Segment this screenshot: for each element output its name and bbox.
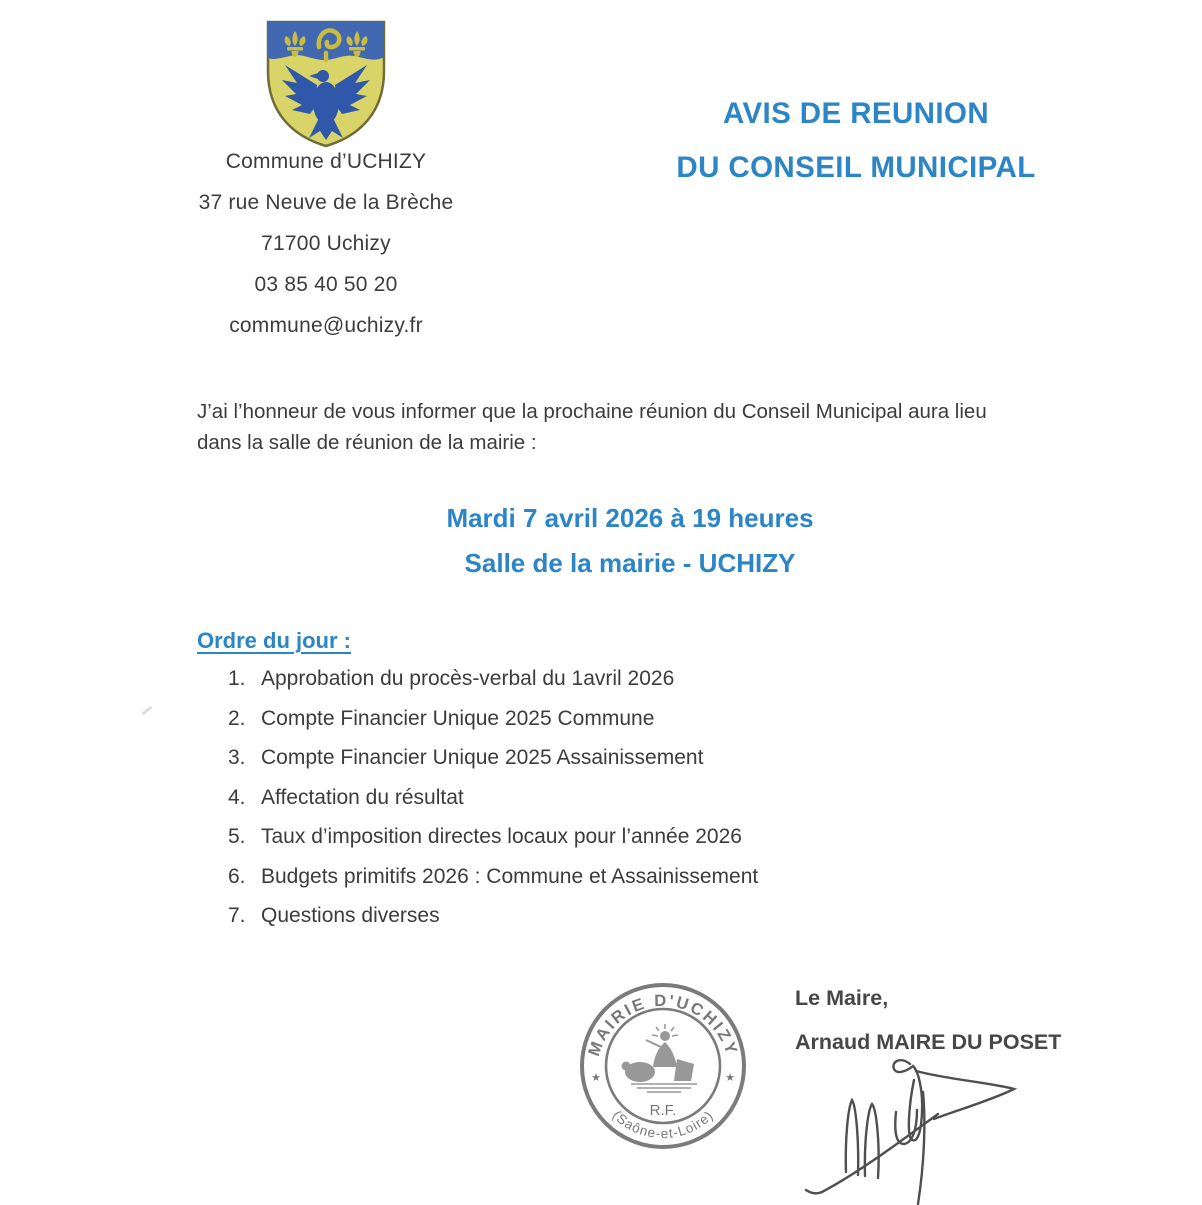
item-text: Compte Financier Unique 2025 Commune: [261, 706, 655, 730]
notice-title-line1: AVIS DE REUNION: [722, 97, 990, 130]
commune-name: Commune d’UCHIZY: [225, 150, 427, 173]
notice-title-line2: DU CONSEIL MUNICIPAL: [676, 151, 1036, 184]
item-number: 1.: [228, 667, 246, 690]
item-number: 4.: [228, 785, 246, 809]
stamp-rf-text: R.F.: [649, 1102, 677, 1119]
commune-address-city: 71700 Uchizy: [261, 232, 391, 255]
stamp-star-left-icon: ★: [591, 1072, 601, 1084]
item-text: Questions diverses: [261, 904, 440, 927]
agenda-list: [228, 667, 758, 944]
commune-address-street: 37 rue Neuve de la Brèche: [198, 191, 454, 214]
stamp-emblem: [622, 1024, 698, 1092]
item-number: 3.: [228, 746, 246, 769]
agenda-heading: Ordre du jour :: [197, 628, 351, 653]
intro-paragraph: [197, 396, 1087, 458]
item-text: Compte Financier Unique 2025 Assainissement: [261, 746, 704, 769]
notice-title: [622, 97, 1090, 184]
commune-email: commune@uchizy.fr: [229, 314, 423, 337]
agenda-item: [228, 707, 758, 731]
meeting-datetime: Mardi 7 avril 2026 à 19 heures: [446, 503, 814, 533]
intro-line1: J’ai l’honneur de vous informer que la prochaine réunion du Conseil Municipal aura lieu: [197, 400, 987, 423]
mairie-stamp: [577, 980, 749, 1152]
stamp-top-text: MAIRIE D'UCHIZY: [585, 991, 741, 1059]
scan-artifact: [141, 706, 152, 716]
item-text: Budgets primitifs 2026 : Commune et Assainissement: [261, 864, 759, 888]
stamp-bottom-text: (Saône-et-Loire): [609, 1107, 717, 1142]
signer-role: Le Maire,: [795, 986, 889, 1010]
agenda-item: [228, 786, 758, 810]
agenda-item: [228, 667, 758, 691]
item-number: 2.: [228, 706, 246, 730]
agenda-item: [228, 746, 758, 770]
intro-line2: dans la salle de réunion de la mairie :: [197, 431, 537, 454]
commune-phone: 03 85 40 50 20: [254, 273, 398, 296]
item-number: 7.: [228, 904, 246, 927]
signature-handwriting: [790, 1040, 1040, 1205]
item-number: 5.: [228, 825, 246, 848]
agenda-item: [228, 865, 758, 889]
item-text: Taux d’imposition directes locaux pour l’année 2026: [261, 825, 742, 848]
item-text: Affectation du résultat: [261, 785, 464, 809]
meeting-location: Salle de la mairie - UCHIZY: [464, 548, 796, 578]
item-number: 6.: [228, 864, 246, 888]
meeting-details: [250, 504, 1010, 578]
item-text: Approbation du procès-verbal du 1avril 2026: [261, 667, 675, 690]
agenda-item: [228, 825, 758, 849]
signer-name: Arnaud MAIRE DU POSET: [795, 1030, 1062, 1054]
commune-contact-block: [138, 150, 514, 338]
stamp-star-right-icon: ★: [725, 1072, 735, 1084]
agenda-item: [228, 904, 758, 928]
uchizy-coat-of-arms-icon: [259, 15, 393, 153]
